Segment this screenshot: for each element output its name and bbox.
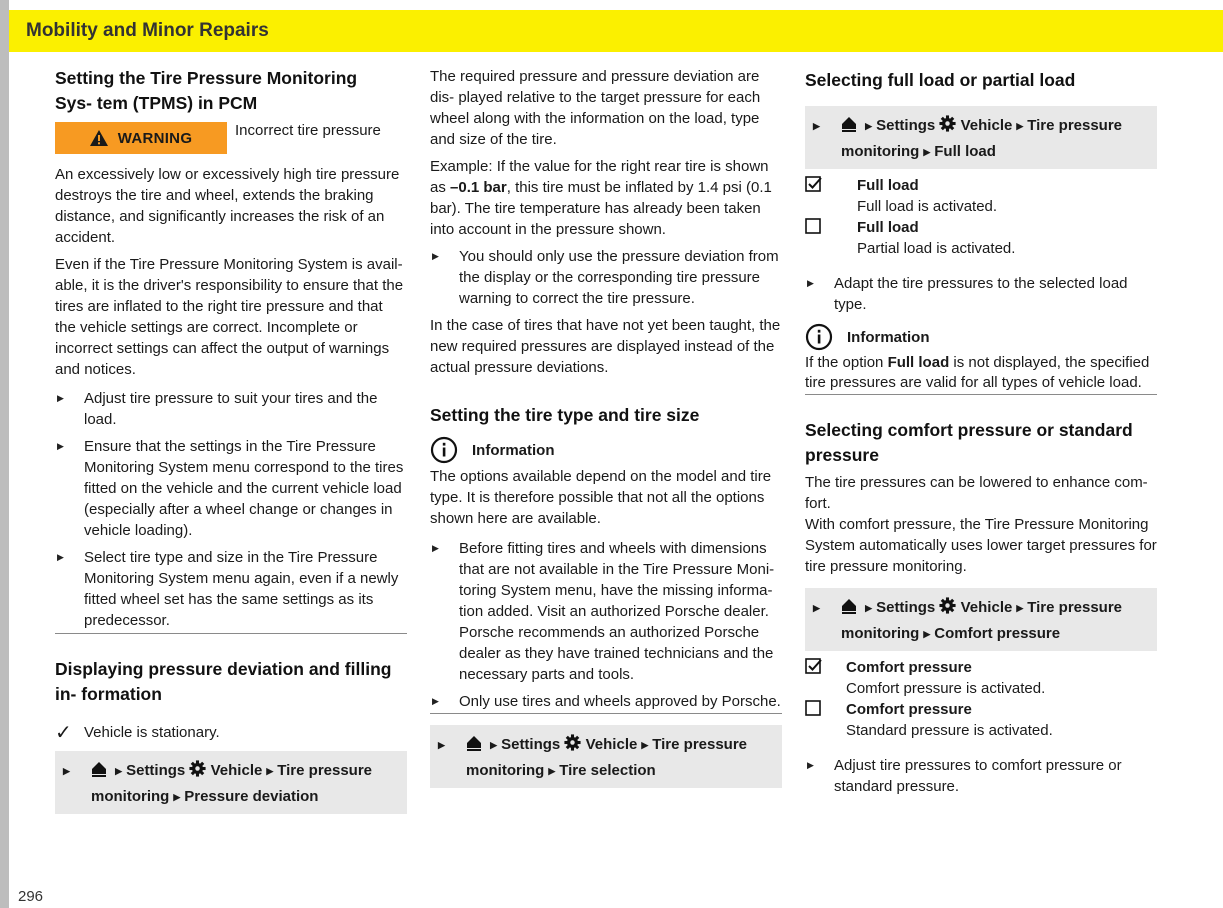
- path-separator-icon: ▶: [548, 766, 556, 776]
- path-separator-icon: ▶: [1016, 121, 1024, 131]
- text: is not displayed, the specified tire pressures are valid for all types of vehicle load.: [805, 354, 1150, 391]
- option-title: Comfort pressure: [846, 659, 972, 676]
- option-full-load-on: [805, 175, 1157, 217]
- path-separator-icon: ▶: [923, 147, 931, 157]
- column-left: [55, 66, 407, 814]
- gear-icon: [939, 115, 956, 132]
- section-heading-comfort: Selecting comfort pressure or standard pressure: [805, 420, 1133, 465]
- checked-checkbox-icon: [805, 657, 823, 675]
- option-desc: Full load is activated.: [857, 198, 998, 215]
- path-settings: Settings: [876, 599, 936, 616]
- warning-block: [55, 122, 407, 154]
- list-item: ▶ Ensure that the settings in the Tire Pressure Monitoring System menu correspond to the tires fitted on the vehicle and the current vehicle load (especially after a wheel change or changes in vehicle loading).: [55, 436, 407, 541]
- step-arrow-icon: ▶: [438, 740, 445, 750]
- path-target: Comfort pressure: [934, 625, 1061, 642]
- paragraph: Even if the Tire Pressure Monitoring System is avail- able, it is the driver's responsibility to ensure that the tires are inflated to the right tire pressure and that the vehicle settings are correct. Incomplete or incorrect settings can affect the output of warnings and notices.: [55, 256, 404, 378]
- step-arrow-icon: ▶: [813, 121, 820, 131]
- path-separator-icon: ▶: [115, 766, 123, 776]
- divider: [55, 633, 407, 634]
- spacer: [430, 388, 782, 389]
- list-item: ▶ Only use tires and wheels approved by Porsche.: [430, 691, 782, 712]
- gear-icon: [939, 597, 956, 614]
- path-tire-pressure: Tire pressure: [1027, 599, 1123, 616]
- info-icon: [805, 323, 833, 351]
- menu-path-box: [55, 751, 407, 814]
- path-vehicle: Vehicle: [960, 599, 1013, 616]
- info-icon: [430, 436, 458, 464]
- page-number: 296: [18, 888, 44, 905]
- option-desc: Comfort pressure is activated.: [846, 680, 1046, 697]
- list-item: ▶ Adapt the tire pressures to the selected load type.: [805, 273, 1157, 315]
- menu-path-box: [805, 106, 1157, 169]
- section-heading-pressure-deviation: Displaying pressure deviation and filling in- formation: [55, 659, 392, 704]
- path-tire-pressure: Tire pressure: [277, 762, 373, 779]
- path-vehicle: Vehicle: [585, 736, 638, 753]
- precondition: [55, 720, 407, 745]
- path-settings: Settings: [501, 736, 561, 753]
- path-tire-pressure: Tire pressure: [652, 736, 748, 753]
- list-item: ▶ Before fitting tires and wheels with dimensions that are not available in the Tire Pressure Moni- toring System menu, have the missing informa- tion added. Visit an authorized Porsche dealer. Porsche recommends an authorized Porsche dealer as they have trained technicians and the necessary parts and tools.: [430, 538, 782, 685]
- divider: [430, 713, 782, 714]
- home-icon: [91, 761, 107, 777]
- path-separator-icon: ▶: [266, 766, 274, 776]
- bold-value: –0.1 bar: [450, 179, 507, 196]
- paragraph: An excessively low or excessively high tire pressure destroys the tire and wheel, extends the braking distance, and significantly increases the risk of an accident.: [55, 166, 400, 246]
- text: Example: If the value for the right rear tire is shown as: [430, 158, 769, 196]
- path-monitoring: monitoring: [91, 788, 170, 805]
- divider: [805, 394, 1157, 395]
- text: , this tire must be inflated by 1.4 psi (0.1 bar). The tire temperature has already been taken into account in the pressure shown.: [430, 179, 772, 238]
- option-full-load-off: [805, 217, 1157, 259]
- path-monitoring: monitoring: [841, 625, 920, 642]
- list-item: ▶ You should only use the pressure deviation from the display or the corresponding tire pressure warning to correct the tire pressure.: [430, 246, 782, 309]
- list-item: ▶ Select tire type and size in the Tire Pressure Monitoring System menu again, even if a newly fitted wheel set has the same settings as its predecessor.: [55, 547, 407, 631]
- option-desc: Partial load is activated.: [857, 240, 1016, 257]
- menu-path-box: [805, 588, 1157, 651]
- paragraph: The required pressure and pressure deviation are dis- played relative to the target pressure for each wheel along with the information on the load, type and size of the tire.: [430, 68, 761, 148]
- path-separator-icon: ▶: [1016, 603, 1024, 613]
- path-separator-icon: ▶: [865, 603, 873, 613]
- paragraph: In the case of tires that have not yet been taught, the new required pressures are displayed instead of the actual pressure deviations.: [430, 317, 781, 376]
- chapter-title: Mobility and Minor Repairs: [26, 20, 269, 41]
- precondition-text: Vehicle is stationary.: [84, 724, 220, 741]
- path-target: Tire selection: [559, 762, 656, 779]
- path-separator-icon: ▶: [923, 629, 931, 639]
- path-tire-pressure: Tire pressure: [1027, 117, 1123, 134]
- info-heading: [430, 436, 782, 464]
- checkmark-icon: ✓: [55, 722, 72, 744]
- path-settings: Settings: [876, 117, 936, 134]
- path-separator-icon: ▶: [173, 792, 181, 802]
- unchecked-checkbox-icon: [805, 217, 823, 235]
- warning-triangle-icon: [90, 130, 108, 146]
- column-right: [805, 66, 1157, 797]
- list-item: ▶ Adjust tire pressures to comfort pressure or standard pressure.: [805, 755, 1157, 797]
- paragraph-example: [430, 156, 782, 240]
- path-separator-icon: ▶: [490, 740, 498, 750]
- option-comfort-off: [805, 699, 1157, 741]
- path-monitoring: monitoring: [466, 762, 545, 779]
- option-title: Comfort pressure: [846, 701, 972, 718]
- section-heading-load: Selecting full load or partial load: [805, 70, 1076, 90]
- gear-icon: [189, 760, 206, 777]
- warning-text: Incorrect tire pressure: [235, 122, 381, 139]
- path-vehicle: Vehicle: [210, 762, 263, 779]
- menu-path-box: [430, 725, 782, 788]
- paragraph: The tire pressures can be lowered to enhance com- fort.: [805, 474, 1148, 512]
- column-middle: [430, 66, 782, 788]
- text: If the option: [805, 354, 888, 371]
- option-title: Full load: [857, 177, 919, 194]
- home-icon: [841, 598, 857, 614]
- checked-checkbox-icon: [805, 175, 823, 193]
- path-target: Full load: [934, 143, 996, 160]
- path-separator-icon: ▶: [641, 740, 649, 750]
- info-label: Information: [847, 328, 930, 346]
- step-arrow-icon: ▶: [813, 603, 820, 613]
- info-text: [805, 353, 1157, 393]
- path-target: Pressure deviation: [184, 788, 319, 805]
- warning-label: WARNING: [117, 129, 193, 147]
- chapter-header: [9, 10, 1223, 52]
- gear-icon: [564, 734, 581, 751]
- section-heading-tire-type: Setting the tire type and tire size: [430, 405, 700, 425]
- page-edge-bar: [0, 0, 9, 908]
- info-label: Information: [472, 441, 555, 459]
- option-title: Full load: [857, 219, 919, 236]
- home-icon: [841, 116, 857, 132]
- path-separator-icon: ▶: [865, 121, 873, 131]
- section-heading-tpms-pcm: Setting the Tire Pressure Monitoring Sys- tem (TPMS) in PCM: [55, 68, 358, 113]
- bold-option: Full load: [887, 354, 950, 371]
- option-desc: Standard pressure is activated.: [846, 722, 1053, 739]
- path-vehicle: Vehicle: [960, 117, 1013, 134]
- path-monitoring: monitoring: [841, 143, 920, 160]
- option-comfort-on: [805, 657, 1157, 699]
- info-heading: [805, 323, 1157, 351]
- path-settings: Settings: [126, 762, 186, 779]
- paragraph: With comfort pressure, the Tire Pressure Monitoring System automatically uses lower target pressures for tire pressure monitoring.: [805, 516, 1157, 575]
- step-arrow-icon: ▶: [63, 766, 70, 776]
- unchecked-checkbox-icon: [805, 699, 823, 717]
- home-icon: [466, 735, 482, 751]
- warning-badge: [55, 122, 227, 154]
- list-item: ▶ Adjust tire pressure to suit your tires and the load.: [55, 388, 407, 430]
- info-text: The options available depend on the model and tire type. It is therefore possible that not all the options shown here are available.: [430, 468, 772, 527]
